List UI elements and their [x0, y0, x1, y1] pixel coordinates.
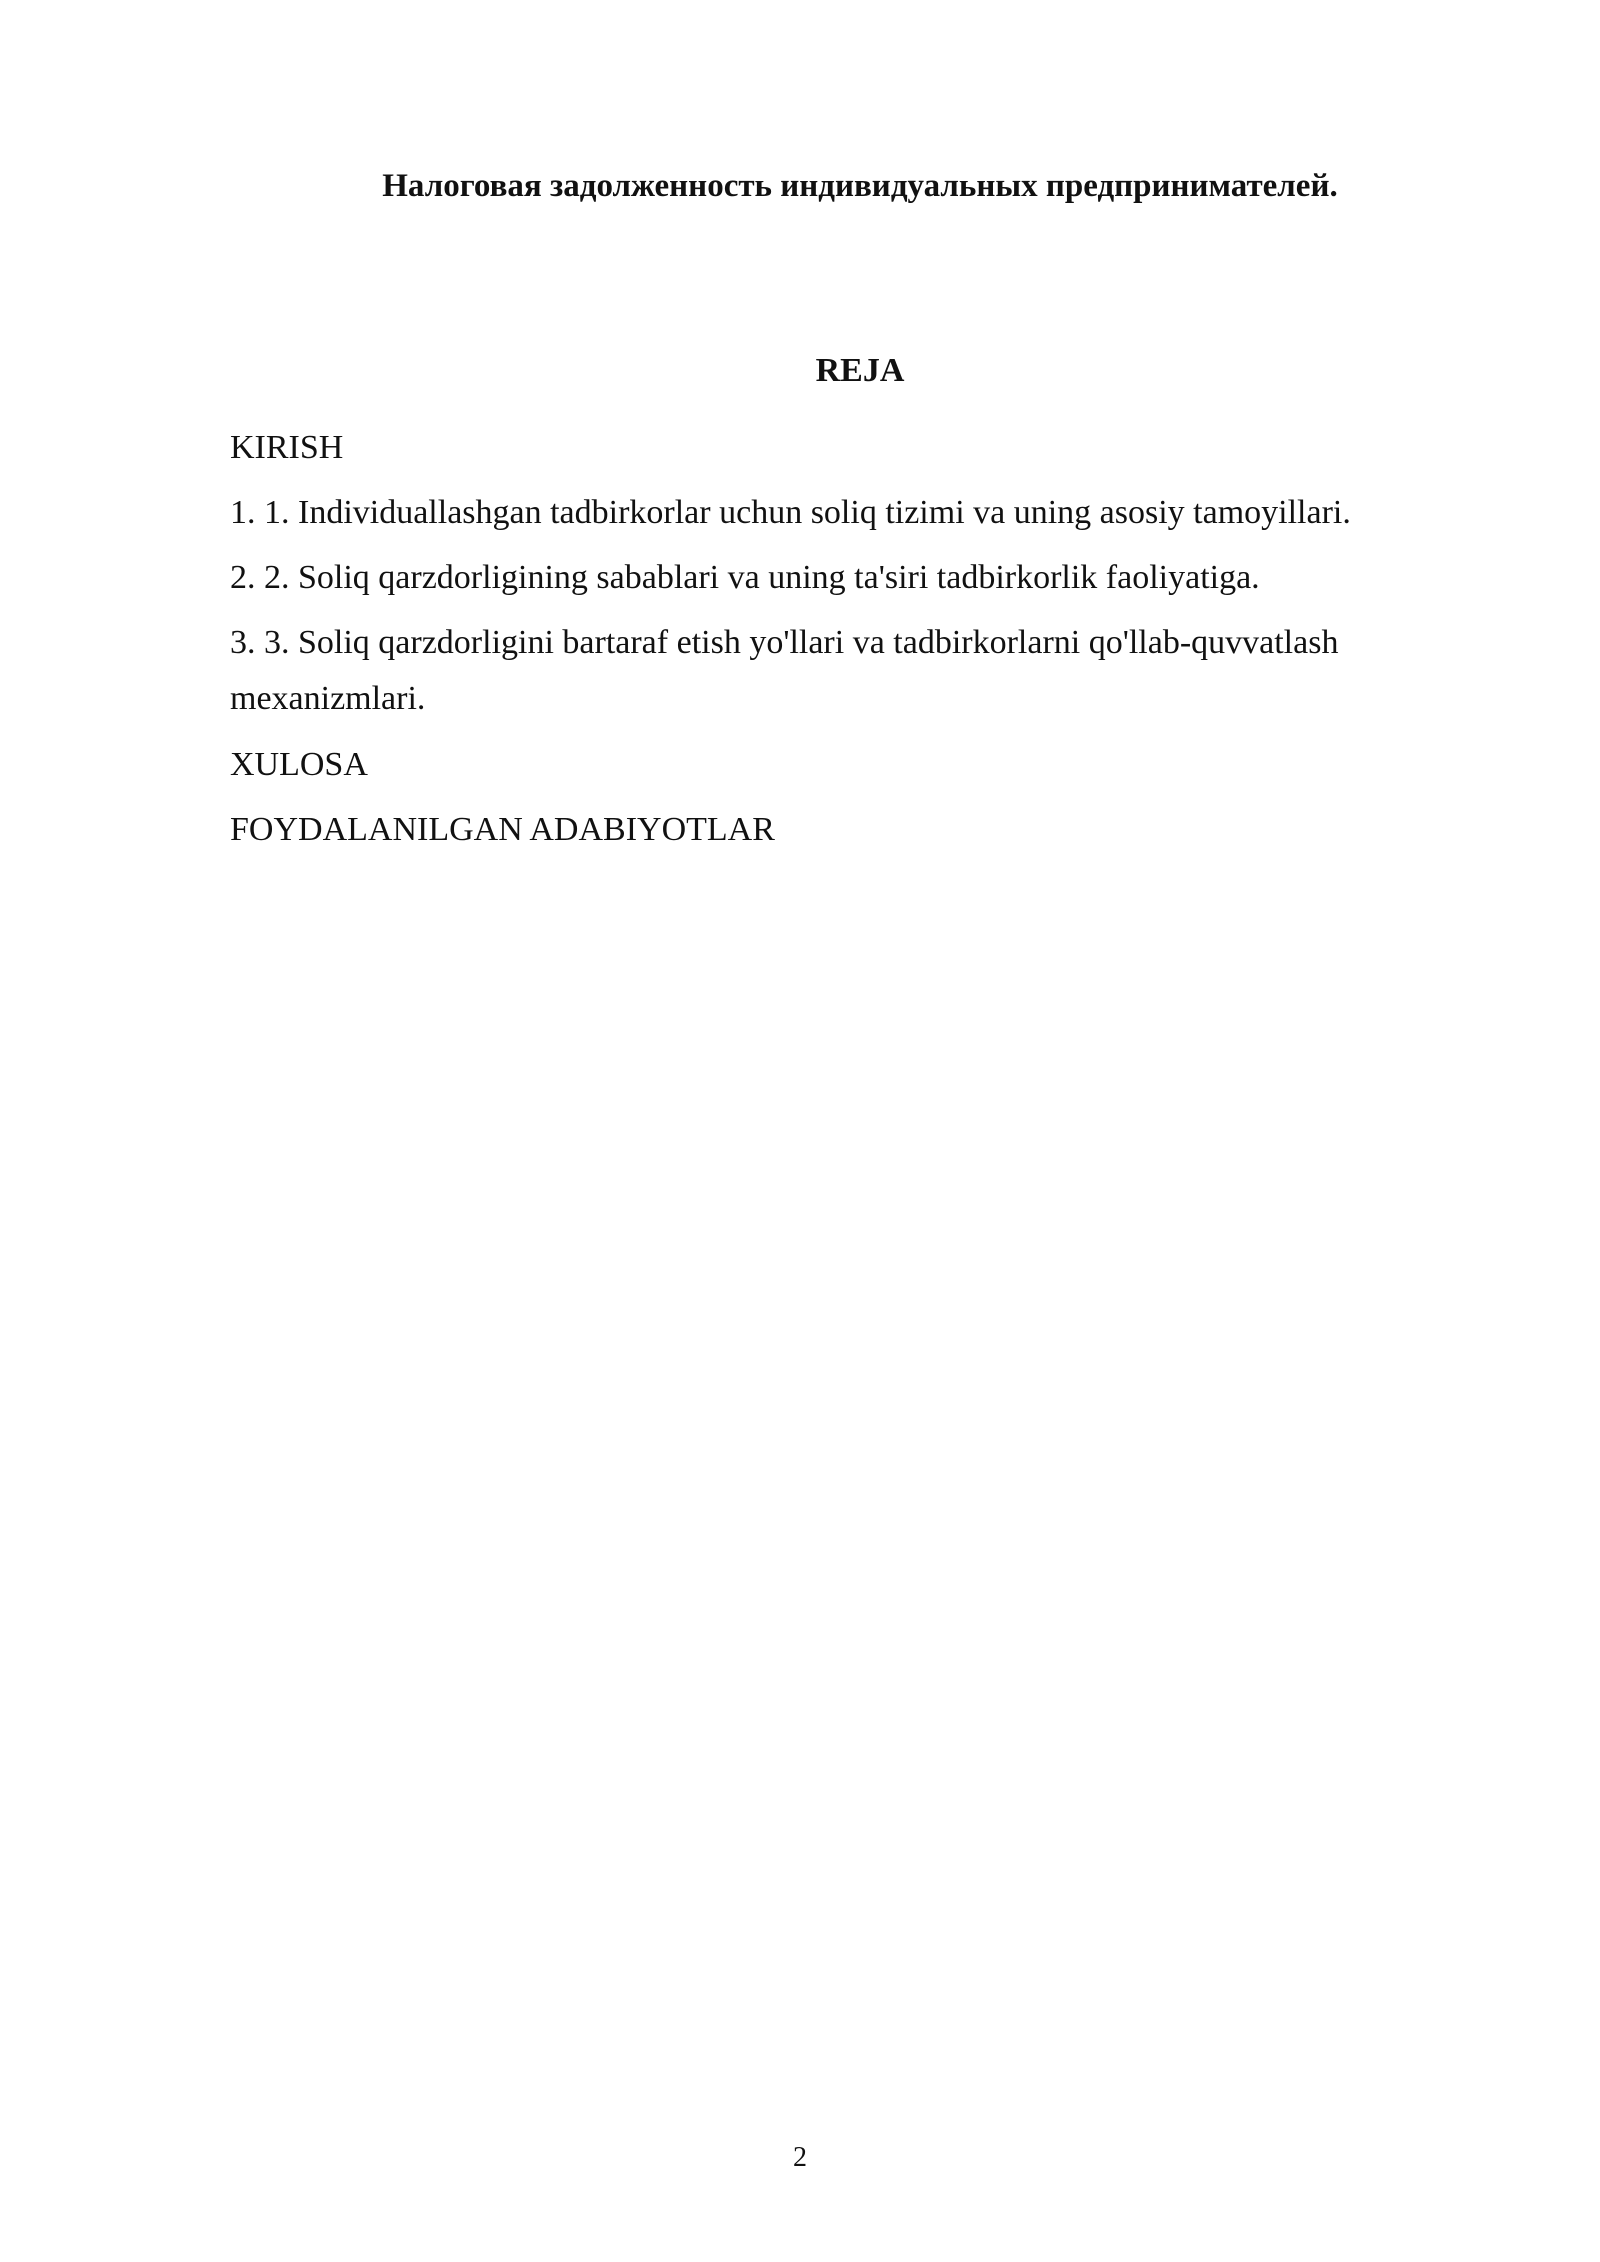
- page-number: 2: [793, 2142, 807, 2173]
- plan-item-references: FOYDALANILGAN ADABIYOTLAR: [230, 811, 775, 848]
- plan-list: [230, 420, 1500, 867]
- plan-item-3: 3. 3. Soliq qarzdorligini bartaraf etish yo'llari va tadbirkorlarni qo'llab-quvvatlash mexanizmlari.: [230, 624, 1339, 717]
- document-title: Налоговая задолженность индивидуальных предпринимателей.: [382, 168, 1338, 204]
- plan-item-conclusion: XULOSA: [230, 746, 368, 783]
- plan-item-introduction: KIRISH: [230, 429, 344, 466]
- plan-item-2: 2. 2. Soliq qarzdorligining sabablari va uning ta'siri tadbirkorlik faoliyatiga.: [230, 559, 1260, 596]
- plan-item-1: 1. 1. Individuallashgan tadbirkorlar uchun soliq tizimi va uning asosiy tamoyillari.: [230, 494, 1351, 531]
- plan-heading: REJA: [815, 352, 905, 389]
